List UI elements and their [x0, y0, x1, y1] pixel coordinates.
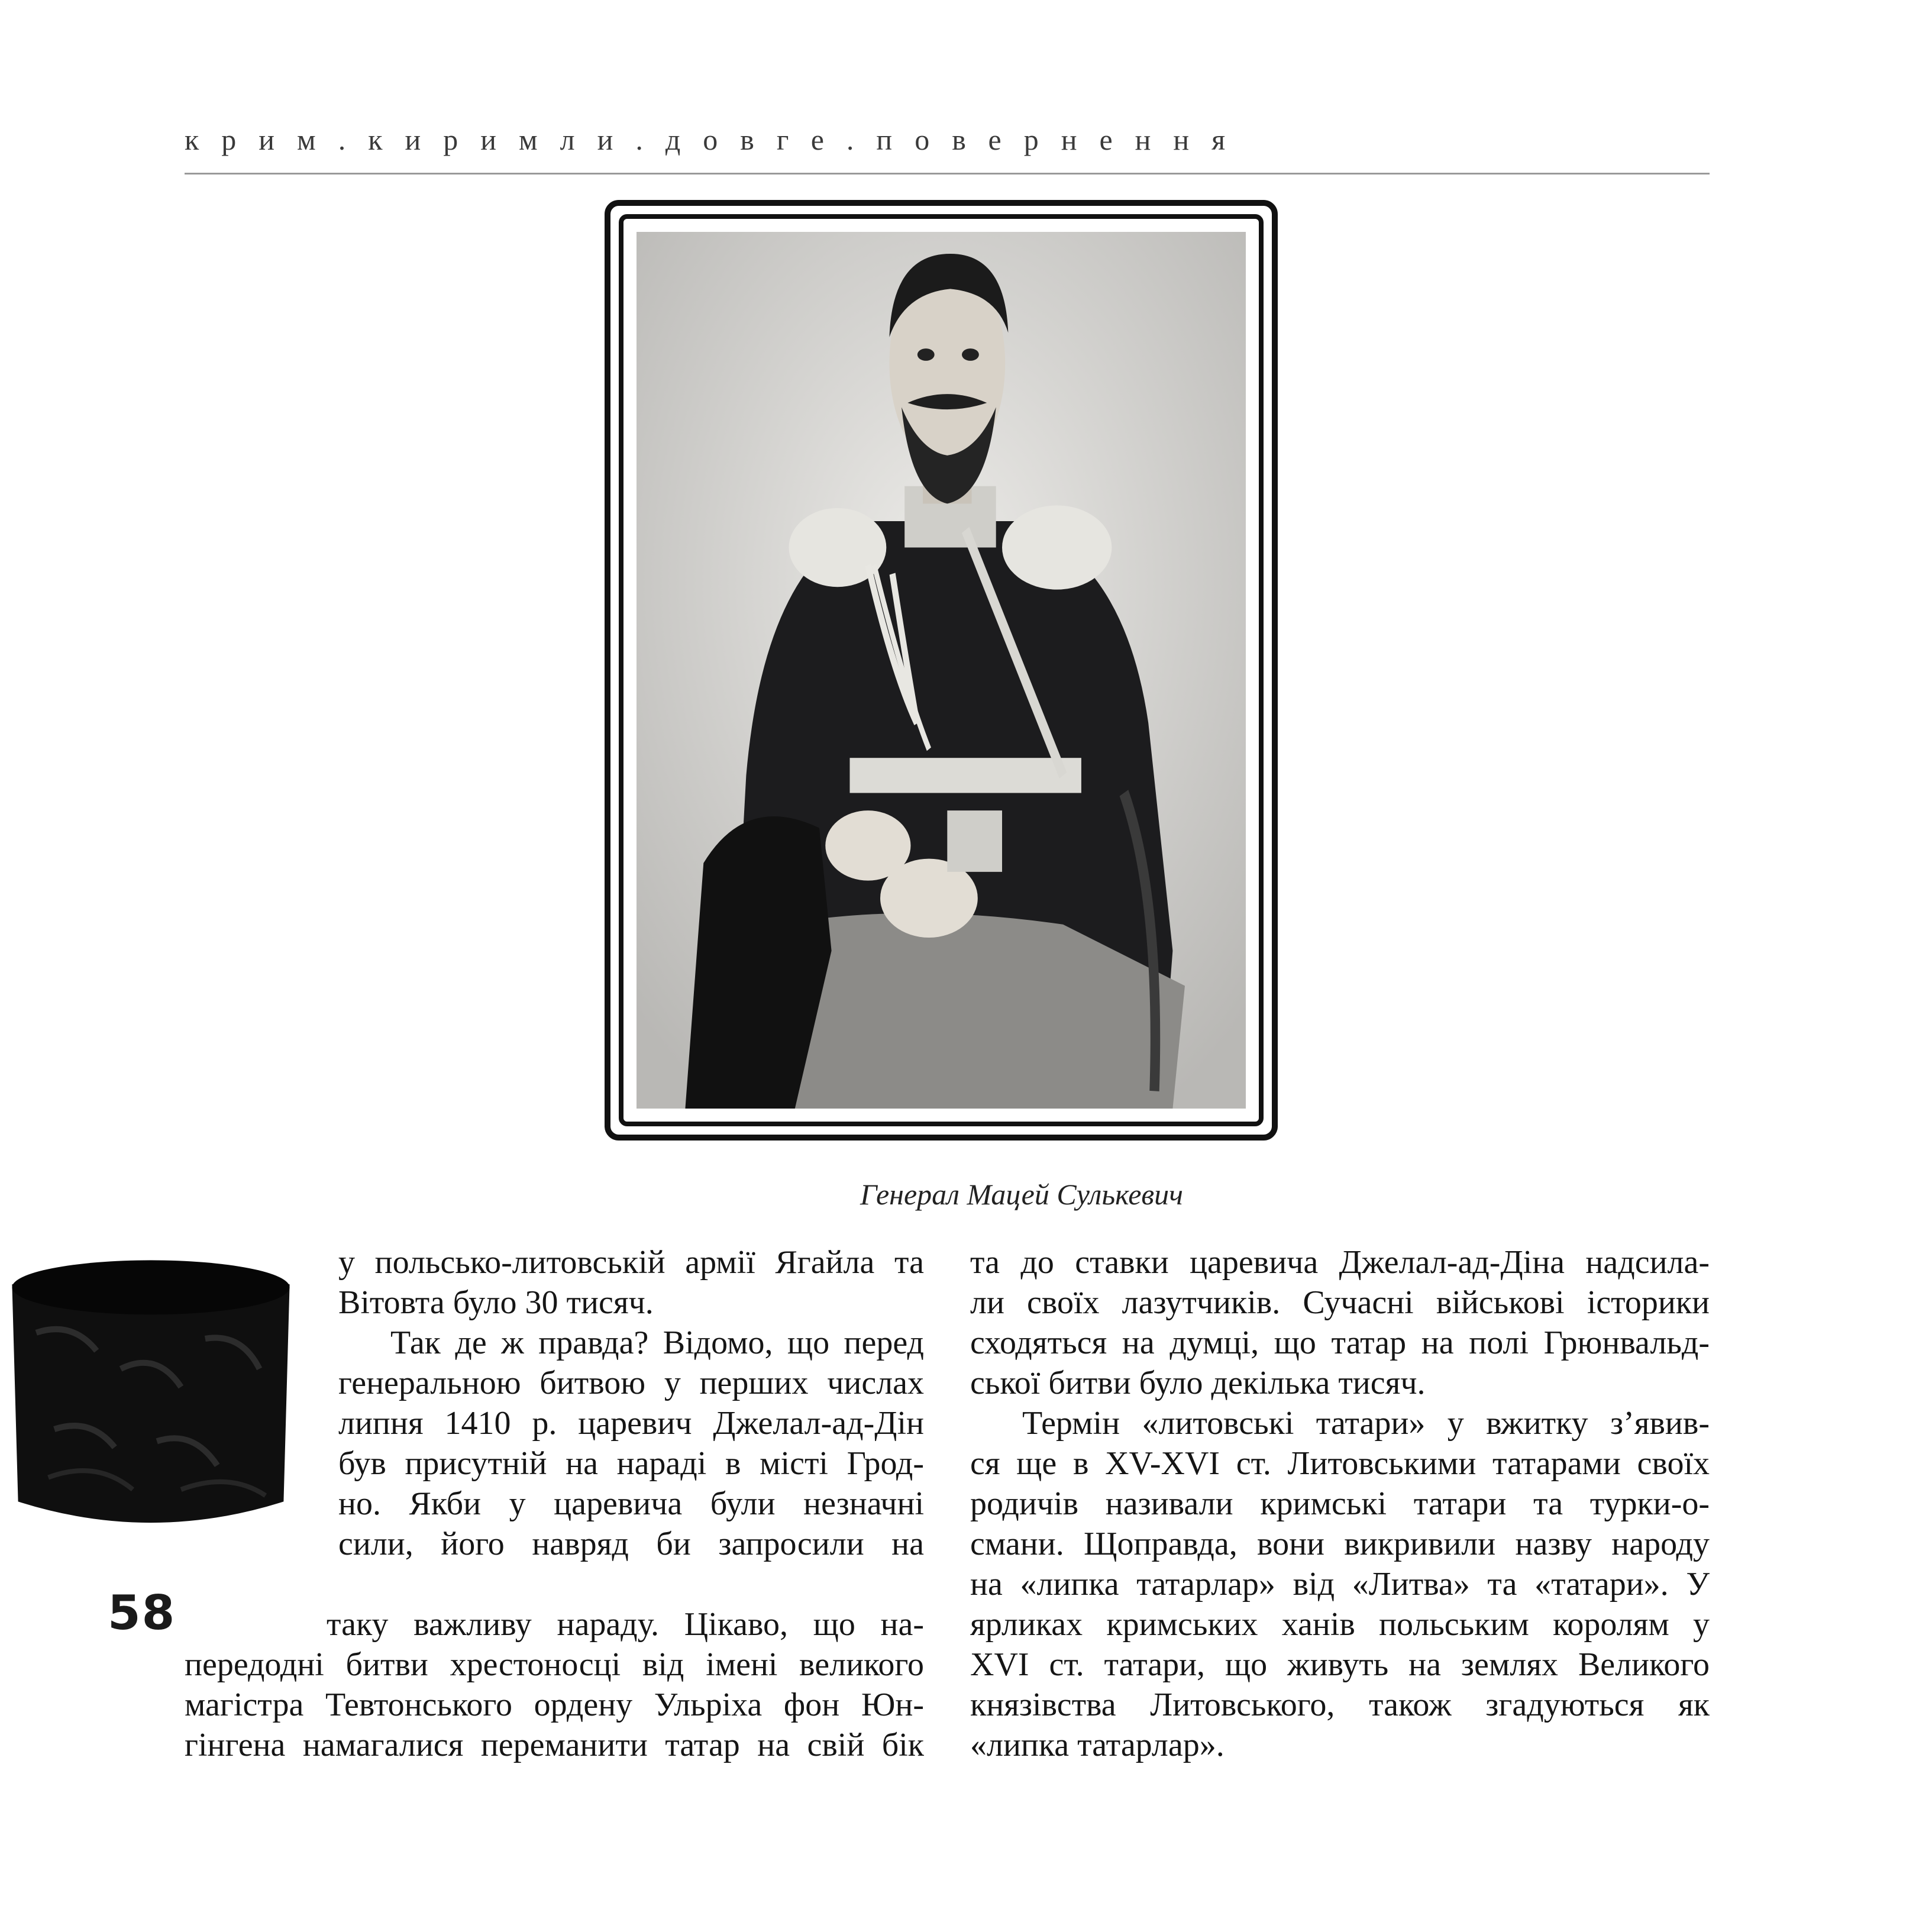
figure-caption: Генерал Мацей Сулькевич [860, 1178, 1183, 1211]
text-line: но. Якби у царевича були незначні [338, 1485, 924, 1522]
left-column-upper [338, 1242, 924, 1564]
header-rule [185, 173, 1710, 175]
left-column-lower [185, 1604, 924, 1765]
text-line: сходяться на думці, що татар на полі Грюнвальд- [970, 1324, 1710, 1361]
fur-hat-illustration [0, 1245, 302, 1553]
text-line: генеральною битвою у перших числах [338, 1365, 924, 1401]
text-line: «липка татарлар». [970, 1727, 1225, 1763]
text-line: Так де ж правда? Відомо, що перед [390, 1324, 924, 1361]
text-line: таку важливу нараду. Цікаво, що на- [327, 1606, 924, 1643]
running-head: крим.киримли.довге.повернення [185, 123, 1248, 156]
right-column [970, 1242, 1710, 1765]
text-line: гінгена намагалися переманити татар на свій бік [185, 1727, 924, 1763]
text-line: сили, його навряд би запросили на [338, 1526, 924, 1562]
text-line: у польсько-литовській армії Ягайла та [338, 1244, 924, 1281]
text-line: ської битви було декілька тисяч. [970, 1365, 1426, 1401]
text-line: ярликах кримських ханів польським королям у [970, 1606, 1710, 1643]
portrait-photo [637, 232, 1246, 1109]
text-line: князівства Литовського, також згадуються як [970, 1687, 1710, 1723]
text-line: ся ще в XV-XVI ст. Литовськими татарами своїх [970, 1445, 1710, 1482]
text-line: був присутній на нараді в місті Грод- [338, 1445, 924, 1482]
text-line: липня 1410 р. царевич Джелал-ад-Дін [338, 1405, 924, 1442]
portrait-illustration [637, 232, 1246, 1109]
portrait-frame [605, 200, 1278, 1141]
page-number: 58 [108, 1585, 176, 1640]
fur-hat-image [0, 1245, 302, 1553]
text-line: родичів називали кримські татари та турки-о- [970, 1485, 1710, 1522]
text-line: ли своїх лазутчиків. Сучасні військові історики [970, 1284, 1710, 1321]
text-line: та до ставки царевича Джелал-ад-Діна надсила- [970, 1244, 1710, 1281]
text-line: передодні битви хрестоносці від імені великого [185, 1646, 924, 1683]
text-line: на «липка татарлар» від «Литва» та «татари». У [970, 1566, 1710, 1603]
text-line: Вітовта було 30 тисяч. [338, 1284, 654, 1321]
text-line: Термін «литовські татари» у вжитку з’явив- [1022, 1405, 1710, 1442]
text-line: смани. Щоправда, вони викривили назву народу [970, 1526, 1710, 1562]
text-line: магістра Тевтонського ордену Ульріха фон Юн- [185, 1687, 924, 1723]
text-line: XVI ст. татари, що живуть на землях Великого [970, 1646, 1710, 1683]
